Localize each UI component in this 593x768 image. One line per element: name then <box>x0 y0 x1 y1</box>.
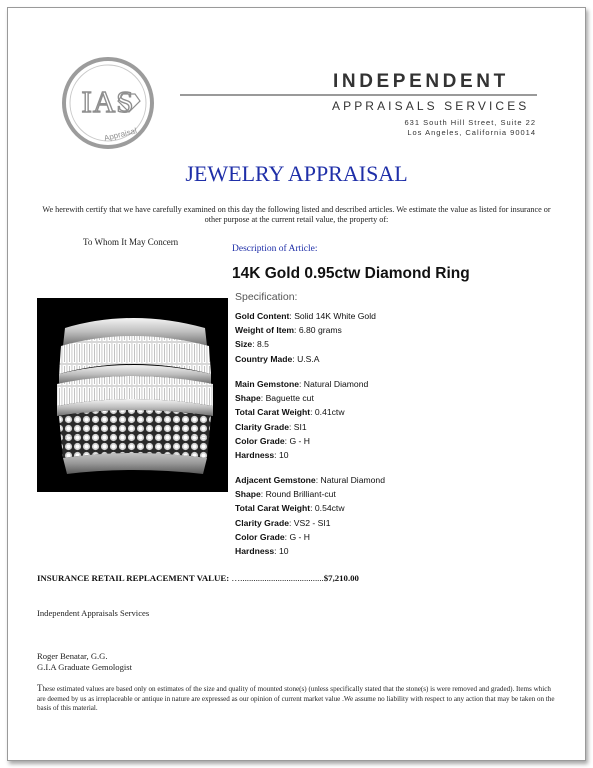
spec-value: 10 <box>278 450 289 461</box>
description-label: Description of Article: <box>232 244 318 254</box>
ring-photo <box>37 298 228 492</box>
spec-label: Clarity Grade <box>235 517 289 528</box>
spec-label: Shape <box>235 489 261 500</box>
spec-label: Total Carat Weight <box>235 407 311 418</box>
specs-adjacent-gemstone <box>235 473 385 558</box>
spec-value: G - H <box>289 435 310 446</box>
spec-label: Hardness <box>235 546 275 557</box>
spec-row: Total Carat Weight: 0.41ctw <box>235 407 345 418</box>
spec-row: Clarity Grade: SI1 <box>235 421 307 432</box>
spec-row: Adjacent Gemstone: Natural Diamond <box>235 475 385 485</box>
spec-value: Natural Diamond <box>320 475 385 485</box>
value-amount: $7,210.00 <box>323 573 359 583</box>
value-label: INSURANCE RETAIL REPLACEMENT VALUE: <box>37 573 230 583</box>
recipient: To Whom It May Concern <box>83 237 179 247</box>
intro-text: We herewith certify that we have carefully examined on this day the following listed and described articles. We estimate the value as listed for insurance or other purpose at the current retail value, the property of: <box>42 205 551 224</box>
spec-row: Color Grade: G - H <box>235 435 310 446</box>
spec-row: Main Gemstone: Natural Diamond <box>235 379 369 389</box>
address-line-2: Los Angeles, California 90014 <box>407 128 536 137</box>
spec-row: Total Carat Weight: 0.54ctw <box>235 503 345 514</box>
spec-label: Hardness <box>235 450 275 461</box>
spec-value: G - H <box>289 531 310 542</box>
spec-value: Solid 14K White Gold <box>294 311 376 321</box>
spec-label: Color Grade <box>235 435 285 446</box>
spec-label: Main Gemstone <box>235 379 299 389</box>
brand-subtitle: APPRAISALS SERVICES <box>332 99 530 113</box>
disclaimer-initial: T <box>37 683 43 693</box>
spec-value: 10 <box>278 546 289 557</box>
spec-label: Country Made <box>235 353 293 364</box>
spec-label: Clarity Grade <box>235 421 289 432</box>
spec-label: Weight of Item <box>235 325 295 336</box>
appraiser-name: Roger Benatar, G.G. <box>37 651 108 661</box>
specs-main-gemstone <box>235 377 368 462</box>
brand-divider <box>180 94 537 96</box>
spec-label: Color Grade <box>235 531 285 542</box>
spec-value: 8.5 <box>256 339 269 350</box>
disclaimer <box>37 684 557 714</box>
spec-value: 0.54ctw <box>314 503 345 514</box>
disclaimer-text: hese estimated values are based only on estimates of the size and quality of mounted stone(s) (unless specifically stated that the stone(s) is were removed and graded). Items which are deemed by us as irreplaceable or antique in nature are expressed as our opinion of current market value .We assume no liability with respect to any action that may be taken on the basis of this material. <box>37 685 555 713</box>
spec-row: Hardness: 10 <box>235 546 289 557</box>
spec-value: SI1 <box>293 421 307 432</box>
specs-general <box>235 309 376 366</box>
replacement-value-line <box>37 573 359 583</box>
spec-label: Total Carat Weight <box>235 503 311 514</box>
spec-row: Shape: Baguette cut <box>235 393 314 404</box>
logo-text: IAS <box>81 84 135 119</box>
logo-subtext: Appraisal <box>103 126 138 143</box>
document-title: JEWELRY APPRAISAL <box>185 161 408 186</box>
specification-label: Specification: <box>235 291 298 303</box>
spec-label: Adjacent Gemstone <box>235 475 316 485</box>
appraiser-credential: G.I.A Graduate Gemologist <box>37 662 132 672</box>
spec-value: VS2 - SI1 <box>293 517 331 528</box>
spec-label: Size <box>235 339 253 350</box>
spec-value: Natural Diamond <box>303 379 369 389</box>
spec-value: 6.80 grams <box>298 325 342 336</box>
appraiser-company: Independent Appraisals Services <box>37 608 150 618</box>
ias-logo <box>61 56 155 150</box>
spec-row: Color Grade: G - H <box>235 531 310 542</box>
spec-value: 0.41ctw <box>314 407 345 418</box>
value-dots: …...................................... <box>229 573 324 583</box>
address-line-1: 631 South Hill Street, Suite 22 <box>404 118 536 127</box>
spec-value: Round Brilliant-cut <box>265 489 336 500</box>
spec-value: Baguette cut <box>265 393 314 404</box>
spec-label: Gold Content <box>235 311 290 321</box>
spec-row: Clarity Grade: VS2 - SI1 <box>235 517 331 528</box>
spec-row: Size: 8.5 <box>235 339 269 350</box>
item-title: 14K Gold 0.95ctw Diamond Ring <box>232 265 470 282</box>
spec-label: Shape <box>235 393 261 404</box>
spec-row: Country Made: U.S.A <box>235 353 320 364</box>
brand-name: INDEPENDENT <box>333 71 509 92</box>
spec-row: Gold Content: Solid 14K White Gold <box>235 311 376 321</box>
spec-value: U.S.A <box>297 353 320 364</box>
spec-row: Hardness: 10 <box>235 450 289 461</box>
spec-row: Shape: Round Brilliant-cut <box>235 489 336 500</box>
spec-row: Weight of Item: 6.80 grams <box>235 325 342 336</box>
